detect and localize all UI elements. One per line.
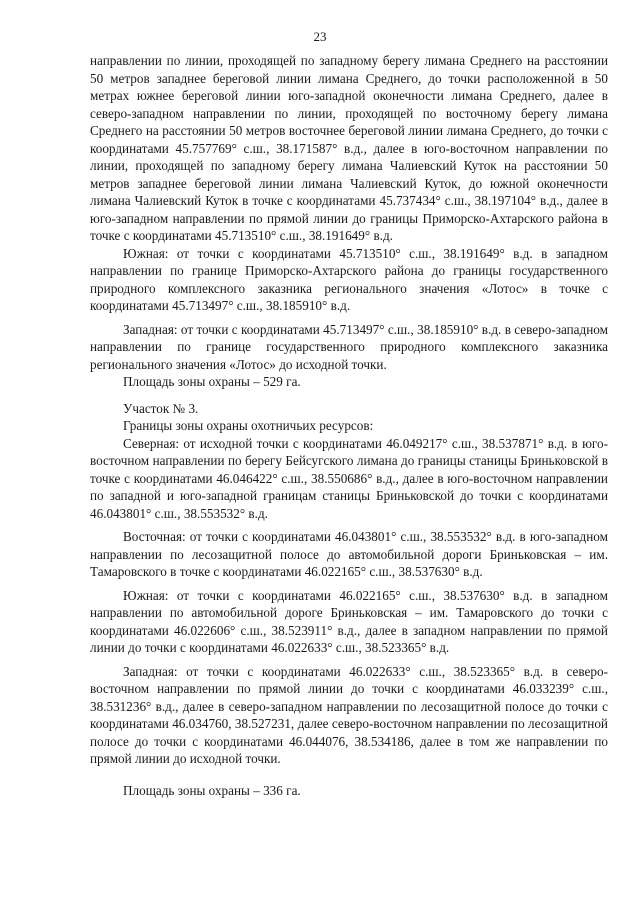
paragraph-west-boundary: Западная: от точки с координатами 45.713497° с.ш., 38.185910° в.д. в северо-западном направлении по границе государственного природного комплексного заказника регионального значения «Лотос» до исходной точки.: [90, 321, 608, 372]
document-body: [90, 52, 608, 799]
section-subheading-boundaries: Границы зоны охраны охотничьих ресурсов:: [123, 418, 374, 433]
paragraph-south-boundary-plot-3: Южная: от точки с координатами 46.022165° с.ш., 38.537630° в.д. в западном направлении по автомобильной дороге Бриньковская – им. Тамаровского до точки с координатами 46.022606° с.ш., 38.523911° в.д., далее в западном направлении по прямой линии до точки с координатами 46.022633° с.ш., 38.523365° в.д.: [90, 587, 608, 655]
paragraph-west-boundary-plot-3: Западная: от точки с координатами 46.022633° с.ш., 38.523365° в.д. в северо-восточном направлении по прямой линии до точки с координатами 46.033239° с.ш., 38.531236° в.д., далее в северо-западном направлении по лесозащитной полосе до точки с координатами 46.034760, 38.527231, далее северо-восточном направлении по лесозащитной полосе до точки с координатами 46.044076, 38.534186, далее в том же направлении по прямой линии до исходной точки.: [90, 663, 608, 766]
page-number: 23: [313, 29, 327, 44]
section-heading-plot-3: Участок № 3.: [123, 400, 199, 416]
paragraph-east-boundary: Восточная: от точки с координатами 46.043801° с.ш., 38.553532° в.д. в юго-западном направлении по лесозащитной полосе до автомобильной дороги Бриньковская – им. Тамаровского в точке с координатами 46.022165° с.ш., 38.537630° в.д.: [90, 529, 608, 579]
paragraph-area-plot-3: Площадь зоны охраны – 336 га.: [123, 782, 301, 798]
paragraph-area: Площадь зоны охраны – 529 га.: [123, 374, 301, 389]
paragraph-boundary-continuation: направлении по линии, проходящей по западному берегу лимана Среднего на расстоянии 50 метров западнее береговой линии лимана Среднего, до точки расположенной в 50 метрах южнее береговой линии юго-западной оконечности лимана Среднего, далее в северо-западном направлении по линии, проходящей по восточному берегу лимана Среднего на расстоянии 50 метров восточнее береговой линии лимана Среднего, до точки с координатами 45.757769° с.ш., 38.171587° в.д., далее в юго-восточном направлении по линии, проходящей по западному берегу лимана Чалиевский Куток на расстоянии 50 метров западнее береговой линии лимана Чалиевский Куток, до южной оконечности лимана Чалиевский Куток в точке с координатами 45.737434° с.ш., 38.197104° в.д., далее в юго-западном направлении по прямой линии до границы Приморско-Ахтарского района в точке с координатами 45.713510° с.ш., 38.191649° в.д.: [90, 53, 608, 243]
paragraph-south-boundary: Южная: от точки с координатами 45.713510° с.ш., 38.191649° в.д. в западном направлении по границе Приморско-Ахтарского района до границы государственного природного комплексного заказника регионального значения «Лотос» в точке с координатами 45.713497° с.ш., 38.185910° в.д.: [90, 245, 608, 313]
paragraph-north-boundary: Северная: от исходной точки с координатами 46.049217° с.ш., 38.537871° в.д. в юго-восточном направлении по берегу Бейсугского лимана до границы станицы Бриньковской в точке с координатами 46.046422° с.ш., 38.550686° в.д., далее в юго-восточном направлении по западной и юго-западной границам станицы Бриньковской до точки с координатами 46.043801° с.ш., 38.553532° в.д.: [90, 435, 608, 521]
